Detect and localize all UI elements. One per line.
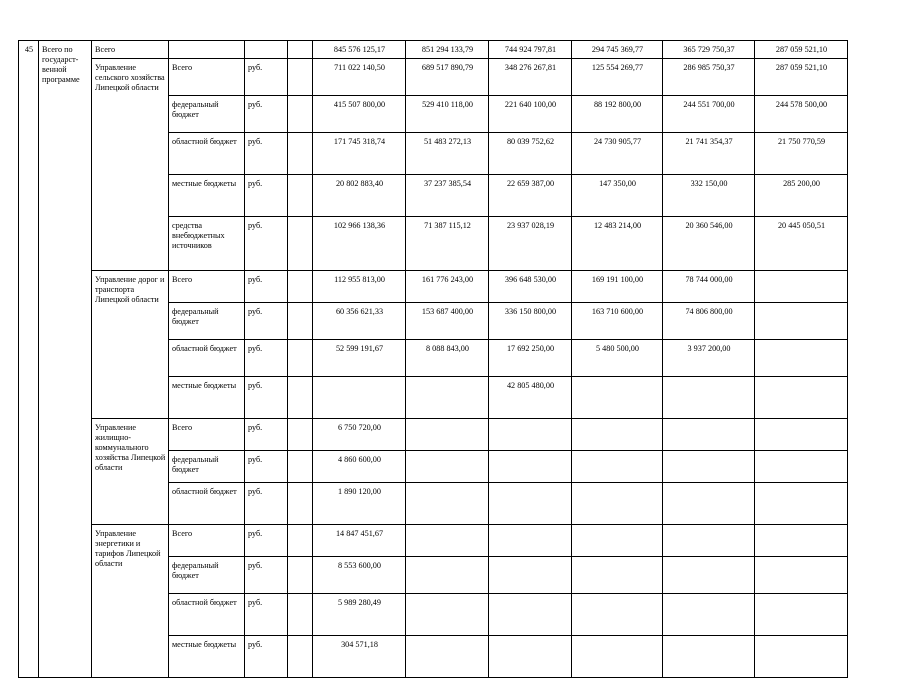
value-cell: 294 745 369,77	[572, 41, 663, 59]
value-cell	[663, 636, 755, 678]
value-cell	[406, 557, 489, 594]
value-cell	[489, 557, 572, 594]
value-cell	[572, 419, 663, 451]
value-cell	[406, 525, 489, 557]
funding-source: областной бюджет	[169, 340, 245, 377]
value-cell: 12 483 214,00	[572, 217, 663, 271]
value-cell: 161 776 243,00	[406, 271, 489, 303]
value-cell: 20 802 883,40	[313, 175, 406, 217]
value-cell	[663, 451, 755, 483]
value-cell	[572, 594, 663, 636]
value-cell: 20 360 546,00	[663, 217, 755, 271]
unit-cell: руб.	[245, 377, 288, 419]
empty-cell	[169, 41, 245, 59]
value-cell: 37 237 385,54	[406, 175, 489, 217]
empty-cell	[288, 303, 313, 340]
funding-source: местные бюджеты	[169, 636, 245, 678]
value-cell: 8 088 843,00	[406, 340, 489, 377]
value-cell	[489, 483, 572, 525]
table-row	[19, 59, 848, 96]
funding-source: местные бюджеты	[169, 377, 245, 419]
value-cell	[663, 419, 755, 451]
value-cell	[755, 451, 848, 483]
value-cell: 689 517 890,79	[406, 59, 489, 96]
value-cell	[755, 340, 848, 377]
funding-source: Всего	[169, 419, 245, 451]
budget-table-body	[19, 41, 848, 678]
value-cell: 163 710 600,00	[572, 303, 663, 340]
empty-cell	[288, 175, 313, 217]
value-cell: 22 659 387,00	[489, 175, 572, 217]
value-cell: 348 276 267,81	[489, 59, 572, 96]
unit-cell: руб.	[245, 594, 288, 636]
table-row	[19, 525, 848, 557]
empty-cell	[288, 419, 313, 451]
value-cell	[755, 594, 848, 636]
unit-cell: руб.	[245, 175, 288, 217]
value-cell: 147 350,00	[572, 175, 663, 217]
value-cell: 23 937 028,19	[489, 217, 572, 271]
empty-cell	[288, 594, 313, 636]
value-cell: 21 741 354,37	[663, 133, 755, 175]
value-cell: 744 924 797,81	[489, 41, 572, 59]
funding-source: областной бюджет	[169, 483, 245, 525]
value-cell: 285 200,00	[755, 175, 848, 217]
funding-source: Всего	[169, 59, 245, 96]
value-cell: 851 294 133,79	[406, 41, 489, 59]
value-cell: 529 410 118,00	[406, 96, 489, 133]
value-cell: 304 571,18	[313, 636, 406, 678]
value-cell	[572, 451, 663, 483]
value-cell	[663, 557, 755, 594]
empty-cell	[288, 483, 313, 525]
empty-cell	[288, 451, 313, 483]
section-label: Всего по государст-венной программе	[39, 41, 92, 678]
value-cell	[406, 594, 489, 636]
total-label: Всего	[92, 41, 169, 59]
value-cell	[489, 594, 572, 636]
unit-cell: руб.	[245, 217, 288, 271]
value-cell	[406, 636, 489, 678]
value-cell	[755, 303, 848, 340]
value-cell	[313, 377, 406, 419]
value-cell: 52 599 191,67	[313, 340, 406, 377]
funding-source: Всего	[169, 525, 245, 557]
funding-source: федеральный бюджет	[169, 96, 245, 133]
unit-cell: руб.	[245, 419, 288, 451]
funding-source: федеральный бюджет	[169, 303, 245, 340]
department-name: Управление сельского хозяйства Липецкой области	[92, 59, 169, 271]
value-cell: 3 937 200,00	[663, 340, 755, 377]
value-cell	[755, 636, 848, 678]
value-cell	[663, 525, 755, 557]
department-name: Управление дорог и транспорта Липецкой области	[92, 271, 169, 419]
empty-cell	[288, 133, 313, 175]
funding-source: областной бюджет	[169, 133, 245, 175]
value-cell	[755, 483, 848, 525]
empty-cell	[288, 59, 313, 96]
value-cell: 14 847 451,67	[313, 525, 406, 557]
department-name: Управление энергетики и тарифов Липецкой области	[92, 525, 169, 678]
value-cell: 711 022 140,50	[313, 59, 406, 96]
value-cell: 153 687 400,00	[406, 303, 489, 340]
value-cell: 21 750 770,59	[755, 133, 848, 175]
value-cell: 415 507 800,00	[313, 96, 406, 133]
value-cell	[755, 525, 848, 557]
value-cell	[755, 557, 848, 594]
value-cell: 287 059 521,10	[755, 59, 848, 96]
value-cell: 332 150,00	[663, 175, 755, 217]
funding-source: средства внебюджетных источников	[169, 217, 245, 271]
value-cell: 221 640 100,00	[489, 96, 572, 133]
value-cell: 74 806 800,00	[663, 303, 755, 340]
unit-cell: руб.	[245, 557, 288, 594]
value-cell: 4 860 600,00	[313, 451, 406, 483]
value-cell: 286 985 750,37	[663, 59, 755, 96]
row-number: 45	[19, 41, 39, 678]
empty-cell	[288, 377, 313, 419]
value-cell: 102 966 138,36	[313, 217, 406, 271]
value-cell: 20 445 050,51	[755, 217, 848, 271]
empty-cell	[288, 340, 313, 377]
value-cell: 171 745 318,74	[313, 133, 406, 175]
funding-source: федеральный бюджет	[169, 557, 245, 594]
value-cell	[755, 419, 848, 451]
value-cell	[663, 594, 755, 636]
department-name: Управление жилищно-коммунального хозяйства Липецкой области	[92, 419, 169, 525]
value-cell: 60 356 621,33	[313, 303, 406, 340]
value-cell: 845 576 125,17	[313, 41, 406, 59]
value-cell: 71 387 115,12	[406, 217, 489, 271]
unit-cell: руб.	[245, 451, 288, 483]
value-cell: 244 578 500,00	[755, 96, 848, 133]
value-cell: 169 191 100,00	[572, 271, 663, 303]
value-cell	[406, 419, 489, 451]
value-cell: 125 554 269,77	[572, 59, 663, 96]
value-cell: 78 744 000,00	[663, 271, 755, 303]
empty-cell	[288, 525, 313, 557]
unit-cell: руб.	[245, 271, 288, 303]
value-cell: 17 692 250,00	[489, 340, 572, 377]
value-cell: 8 553 600,00	[313, 557, 406, 594]
value-cell: 336 150 800,00	[489, 303, 572, 340]
unit-cell: руб.	[245, 133, 288, 175]
value-cell: 80 039 752,62	[489, 133, 572, 175]
empty-cell	[245, 41, 288, 59]
value-cell	[663, 483, 755, 525]
funding-source: федеральный бюджет	[169, 451, 245, 483]
value-cell: 88 192 800,00	[572, 96, 663, 133]
table-row-total	[19, 41, 848, 59]
value-cell: 6 750 720,00	[313, 419, 406, 451]
unit-cell: руб.	[245, 340, 288, 377]
value-cell	[572, 636, 663, 678]
value-cell	[406, 483, 489, 525]
value-cell	[572, 525, 663, 557]
value-cell	[406, 377, 489, 419]
table-row	[19, 419, 848, 451]
value-cell	[755, 271, 848, 303]
funding-source: областной бюджет	[169, 594, 245, 636]
value-cell: 365 729 750,37	[663, 41, 755, 59]
value-cell: 287 059 521,10	[755, 41, 848, 59]
value-cell	[572, 377, 663, 419]
value-cell	[489, 419, 572, 451]
value-cell	[755, 377, 848, 419]
budget-table	[18, 40, 848, 678]
table-row	[19, 271, 848, 303]
empty-cell	[288, 41, 313, 59]
value-cell: 42 805 480,00	[489, 377, 572, 419]
funding-source: Всего	[169, 271, 245, 303]
unit-cell: руб.	[245, 525, 288, 557]
value-cell	[489, 636, 572, 678]
value-cell	[406, 451, 489, 483]
value-cell	[489, 525, 572, 557]
empty-cell	[288, 636, 313, 678]
unit-cell: руб.	[245, 59, 288, 96]
funding-source: местные бюджеты	[169, 175, 245, 217]
value-cell: 1 890 120,00	[313, 483, 406, 525]
value-cell	[572, 557, 663, 594]
value-cell	[489, 451, 572, 483]
empty-cell	[288, 217, 313, 271]
value-cell: 244 551 700,00	[663, 96, 755, 133]
value-cell: 112 955 813,00	[313, 271, 406, 303]
value-cell: 5 989 280,49	[313, 594, 406, 636]
empty-cell	[288, 271, 313, 303]
value-cell: 396 648 530,00	[489, 271, 572, 303]
unit-cell: руб.	[245, 303, 288, 340]
unit-cell: руб.	[245, 636, 288, 678]
value-cell	[572, 483, 663, 525]
value-cell: 51 483 272,13	[406, 133, 489, 175]
unit-cell: руб.	[245, 96, 288, 133]
empty-cell	[288, 557, 313, 594]
value-cell: 24 730 905,77	[572, 133, 663, 175]
unit-cell: руб.	[245, 483, 288, 525]
value-cell	[663, 377, 755, 419]
empty-cell	[288, 96, 313, 133]
value-cell: 5 480 500,00	[572, 340, 663, 377]
